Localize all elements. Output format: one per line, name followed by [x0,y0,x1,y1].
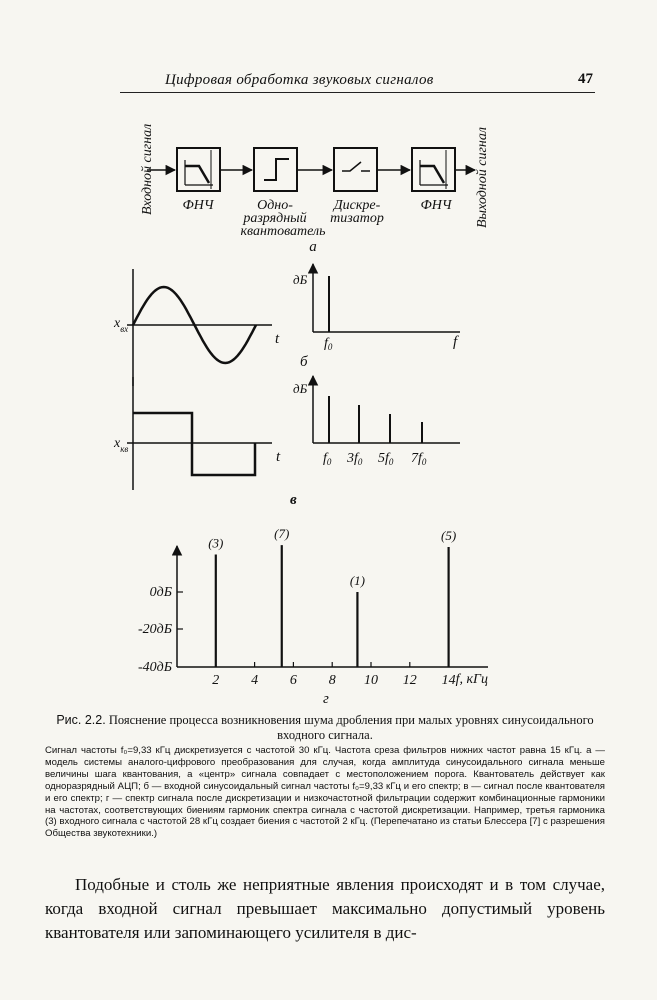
y-tick-label: 0дБ [149,585,172,600]
x-tick-label: 10 [364,673,378,688]
diagram-a [140,124,490,255]
switch-icon [342,162,361,171]
block-label-sampler-line1: Дискре- [333,198,381,213]
f-label-b: f [453,334,458,350]
quantized-square-wave [133,413,255,475]
tick-5f0: $5f_0$ [378,451,394,467]
y-tick-label: -20дБ [137,622,172,637]
t-label-v: t [276,449,281,465]
x-tick-label: 14 [441,673,456,688]
page-number: 47 [578,71,593,87]
tick-3f0: $3f_0$ [347,451,363,467]
output-signal-label: Выходной сигнал [475,127,490,228]
block-label-quantizer-line1: Одно- [257,198,293,213]
x-tick-label: 8 [328,673,336,688]
block-label-lpf-2: ФНЧ [420,198,452,213]
quantizer-block [254,148,297,191]
lpf-block-2 [412,148,455,191]
harmonic-label: (3) [208,535,224,551]
sublabel-v: в [290,492,297,508]
x-input-label: $x_{вх}$ [114,316,129,334]
x-tick-label: 6 [289,673,297,688]
x-tick-label: 4 [251,673,259,688]
tick-f0-b: $f_0$ [324,336,333,352]
panel-b [113,264,460,386]
figure-caption [45,713,605,743]
harmonic-label: (1) [349,573,366,588]
body-paragraph: Подобные и столь же неприятные явления происходят и в том случае, когда входной сигнал превышает максимально допустимый уровень квантователя или запоминающего усилителя в дис- [45,875,605,942]
sublabel-b: б [300,354,308,370]
block-label-quantizer-line2: разрядный [243,211,307,226]
lpf-block-1 [177,148,220,191]
db-label-v: дБ [293,381,308,396]
x-tick-label: 2 [212,673,220,688]
harmonic-label: (7) [274,526,290,542]
caption-text: Пояснение процесса возникновения шума дробления при малых уровнях синусоидального входного сигнала. [108,713,594,742]
panel-v [113,376,460,508]
running-header-title: Цифровая обработка звуковых сигналов [165,72,434,88]
figure-note: Сигнал частоты f₀=9,33 кГц дискретизуется с частотой 30 кГц. Частота среза фильтров нижних частот равна 15 кГц. а — модель системы аналого-цифрового преобразования для случая, когда амплитуда синусоидального сигнала меньше величины шага квантования, а «центр» сигнала совпадает с местоположением порога. Квантователь действует как одноразрядный АЦП; б — входной синусоидальный сигнал частоты f₀=9,33 кГц и его спектр; в — сигнал после квантователя и его спектр; г — спектр сигнала после дискретизации и низкочастотной фильтрации содержит комбинационные гармоники на частотах, соответствующих биениям гармоник спектра сигнала с частотой дискретизации. Например, третья гармоника (3) входного сигнала с частотой 28 кГц создает биения с частотой 2 кГц. (Перепечатано из статьи Блессера [7] с разрешения Общества звукотехники.) [45,745,605,840]
block-label-lpf-1: ФНЧ [182,198,214,213]
harmonic-label: (5) [441,528,457,543]
block-label-quantizer-line3: квантователь [240,224,326,239]
db-label-b: дБ [293,272,308,287]
x-axis-label: f, кГц [455,672,488,687]
panel-g-chart [138,526,488,707]
step-function-icon [264,159,289,180]
input-signal-label: Входной сигнал [140,123,155,215]
x-quantized-label: $x_{кв}$ [114,436,129,454]
sublabel-a: а [309,239,317,255]
x-tick-label: 12 [402,673,417,688]
y-tick-label: -40дБ [137,660,172,675]
caption-label: Рис. 2.2. [56,713,106,727]
t-label-b: t [275,331,280,347]
tick-7f0: $7f_0$ [411,451,427,467]
block-label-sampler-line2: тизатор [330,211,384,226]
tick-f0: $f_0$ [323,451,332,467]
sampler-block [334,148,377,191]
sublabel-g: г [323,691,329,707]
